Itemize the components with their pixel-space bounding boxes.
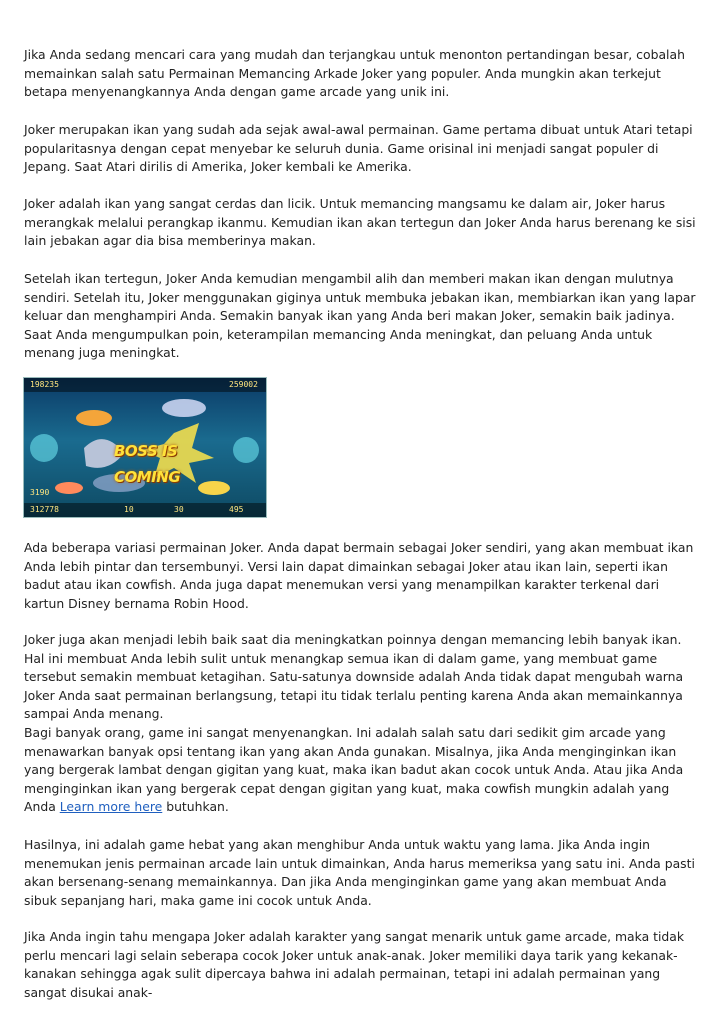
game-score: 495 <box>229 505 244 514</box>
paragraph-variations: Ada beberapa variasi permainan Joker. Anda dapat bermain sebagai Joker sendiri, yang akan membuat ikan Anda lebih pintar dan tersembunyi. Versi lain dapat dimainkan sebagai Joker atau ikan lain, seperti ikan badut atau ikan cowfish. Anda juga dapat menemukan versi yang menampilkan karakter terkenal dari kartun Disney bernama Robin Hood. <box>24 540 694 611</box>
game-score: 312778 <box>30 505 59 514</box>
boss-banner: BOSS IS COMING <box>114 442 181 486</box>
paragraph-kids: Jika Anda ingin tahu mengapa Joker adalah karakter yang sangat menarik untuk game arcade, maka tidak perlu mencari lagi selain seberapa cocok Joker untuk anak-anak. Joker memiliki daya tarik yang kekanak-kanakan sehingga agak sulit dipercaya bahwa ini adalah permainan, tetapi ini adalah permainan yang sangat disukai anak- <box>24 929 685 1000</box>
paragraph-options <box>24 724 696 817</box>
paragraph-improve: Joker juga akan menjadi lebih baik saat dia meningkatkan poinnya dengan memancing lebih banyak ikan. Hal ini membuat Anda lebih sulit untuk menangkap semua ikan di dalam game, yang membuat game tersebut semakin membuat ketagihan. Satu-satunya downside adalah Anda tidak dapat mengubah warna Joker Anda saat permainan berlangsung, tetapi itu tidak terlalu penting karena Anda akan memainkannya sampai Anda menang. <box>24 632 684 721</box>
game-score: 259002 <box>229 380 258 389</box>
game-bet: 10 <box>124 505 134 514</box>
game-score: 3190 <box>30 488 50 497</box>
paragraph-text: Bagi banyak orang, game ini sangat menyenangkan. Ini adalah salah satu dari sedikit gim arcade yang menawarkan banyak opsi tentang ikan yang akan Anda gunakan. Misalnya, jika Anda menginginkan ikan yang bergerak lambat dengan gigitan yang kuat, maka ikan badut akan cocok untuk Anda. Atau jika Anda menginginkan ikan yang bergerak cepat dengan gigitan yang kuat, maka cowfish mungkin adalah yang Anda <box>24 725 684 814</box>
paragraph-intro: Jika Anda sedang mencari cara yang mudah dan terjangkau untuk menonton pertandingan besar, cobalah memainkan salah satu Permainan Memancing Arkade Joker yang populer. Anda mungkin akan terkejut betapa menyenangkannya Anda dengan game arcade yang unik ini. <box>24 47 685 99</box>
game-bet: 30 <box>174 505 184 514</box>
paragraph-text: butuhkan. <box>162 799 229 814</box>
game-screenshot-image <box>24 378 266 517</box>
learn-more-link[interactable]: Learn more here <box>59 799 163 814</box>
game-score: 198235 <box>30 380 59 389</box>
game-hud-bottom <box>24 503 266 517</box>
paragraph-feeding: Setelah ikan tertegun, Joker Anda kemudian mengambil alih dan memberi makan ikan dengan mulutnya sendiri. Setelah itu, Joker menggunakan giginya untuk membuka jebakan ikan, membiarkan ikan yang lapar keluar dan menghampiri Anda. Semakin banyak ikan yang Anda beri makan Joker, semakin baik jadinya. Saat Anda mengumpulkan poin, keterampilan memancing Anda meningkat, dan peluang Anda untuk menang juga meningkat. <box>24 271 696 360</box>
paragraph-history: Joker merupakan ikan yang sudah ada sejak awal-awal permainan. Game pertama dibuat untuk Atari tetapi popularitasnya dengan cepat menyebar ke seluruh dunia. Game orisinal ini menjadi sangat populer di Jepang. Saat Atari dirilis di Amerika, Joker kembali ke Amerika. <box>24 122 693 174</box>
paragraph-joker-smart: Joker adalah ikan yang sangat cerdas dan licik. Untuk memancing mangsamu ke dalam air, Joker harus merangkak melalui perangkap ikanmu. Kemudian ikan akan tertegun dan Joker Anda harus berenang ke sisi lain jebakan agar dia bisa memberinya makan. <box>24 196 696 248</box>
paragraph-result: Hasilnya, ini adalah game hebat yang akan menghibur Anda untuk waktu yang lama. Jika Anda ingin menemukan jenis permainan arcade lain untuk dimainkan, Anda harus memeriksa yang satu ini. Anda pasti akan bersenang-senang memainkannya. Dan jika Anda menginginkan game yang akan membuat Anda sibuk sepanjang hari, maka game ini cocok untuk Anda. <box>24 837 695 908</box>
